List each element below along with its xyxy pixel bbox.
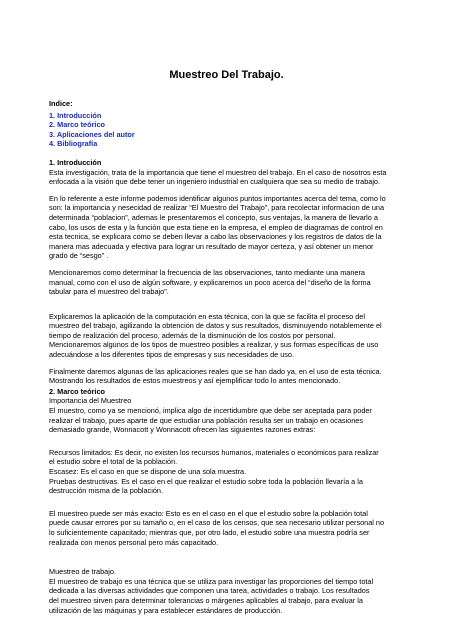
text-line: realizada con menos personal pero más capacitado. — [49, 537, 219, 547]
toc-link-aplicaciones[interactable]: 3. Aplicaciones del autor — [49, 129, 135, 139]
text-line: Recursos limitados: Es decir, no existen los recursos humanos, materiales o económicos para realizar — [49, 447, 379, 457]
toc-heading: Indice: — [49, 99, 73, 108]
text-line: dedicada a las diversas actividades que componen una tarea, actividades o trabajo. Los resultados — [49, 586, 370, 596]
text-line: tabular para el muestreo del trabajo". — [49, 287, 169, 297]
section-heading-introduccion: 1. Introducción — [49, 157, 102, 167]
text-line: Mencionaremos como determinar la frecuencia de las observaciones, tanto mediante una manera — [49, 267, 365, 277]
text-line: esta tecnica, se explicara como se deben llevar a cabo las observaciones y los registros de datos de la — [49, 232, 382, 242]
text-line: puede causar errores por su tamaño o, en el caso de los censos, que sea necesario utilizar personal no — [49, 518, 385, 528]
text-line: muestreo del trabajo, agilizando la obtención de datos y sus resultados, disminuyendo notablemente el — [49, 321, 382, 331]
text-line: El muestreo de trabajo es una técnica que se utiliza para investigar las proporciones del tiempo total — [49, 576, 374, 586]
text-line: En lo referente a este informe podemos identificar algunos puntos importantes acerca del tema, como lo — [49, 193, 386, 203]
text-line: grado de “sesgo” . — [49, 251, 109, 261]
paragraph — [49, 406, 419, 435]
text-line: enfocada a la visión que debe tener un ingeniero industrial en cualquiera que sea su medio de trabajo. — [49, 177, 381, 187]
text-line: demasiado grande, Wonnacott y Wonnacott ofrecen las siguientes razones extras: — [49, 425, 316, 435]
text-line: manual, como con el uso de algún software, y explicaremos un poco acerca del “diseño de la forma — [49, 277, 371, 287]
text-line: Escasez: Es el caso en que se dispone de una sola muestra. — [49, 467, 247, 476]
paragraph — [49, 509, 419, 547]
text-line: Finalmente daremos algunas de las aplicaciones reales que se han dado ya, en el uso de esta técnica. — [49, 366, 382, 376]
text-line: son: la importancia y nesecidad de realizar “El Muestro del Trabajo”, para recolectar informacion de una — [49, 203, 385, 213]
paragraph — [49, 567, 419, 615]
text-line: El muestreo puede ser más exacto: Esto es en el caso en el que el estudio sobre la población total — [49, 508, 368, 518]
text-line: del muestreo sirven para determinar tolerancias o márgenes aplicables al trabajo, para evaluar la — [49, 595, 363, 605]
paragraph — [49, 312, 419, 360]
text-line: determinada “poblacion”, ademas le presentaremos el concepto, sus ventajas, la manera de llevarlo a — [49, 212, 378, 222]
subsection-heading: Importancia del Muestreo — [49, 396, 132, 406]
paragraph — [49, 268, 419, 297]
text-line: Explicaremos la aplicación de la computación en esta técnica, con la que se facilita el proceso del — [49, 311, 365, 321]
text-line: Pruebas destructivas. Es el caso en el que realizar el estudio sobre toda la población llevaría a la — [49, 476, 363, 486]
text-line: el estudio sobre el total de la población. — [49, 457, 178, 467]
toc-link-marco-teorico[interactable]: 2. Marco teórico — [49, 120, 105, 130]
toc-link-bibliografia[interactable]: 4. Bibliografía — [49, 139, 98, 149]
text-line: destrucción misma de la población. — [49, 486, 163, 496]
text-line: Esta investigación, trata de la importancia que tiene el muestreo del trabajo. En el caso de nosotros esta — [49, 167, 387, 177]
text-line: adecuándose a los diferentes tipos de empresas y sus necesidades de uso. — [49, 350, 295, 360]
document-title: Muestreo Del Trabajo. — [169, 69, 284, 81]
text-line: utilización de las máquinas y para establecer estándares de producción. — [49, 605, 283, 615]
paragraph — [49, 448, 419, 496]
text-line: Mencionaremos algunos de los tipos de muestreo posibles a realizar, y sus formas específicas de uso — [49, 340, 379, 350]
paragraph — [49, 168, 419, 187]
text-line: cabo, los usos de esta y la función que esta tiene en la empresa, el empleo de diagramas de control en — [49, 222, 383, 232]
toc-link-introduccion[interactable]: 1. Introducción — [49, 110, 102, 120]
document-body — [49, 99, 419, 622]
paragraph — [49, 367, 419, 386]
section-heading-marco-teorico: 2. Marco teórico — [49, 386, 105, 396]
text-line: realizar el trabajo, pues aparte de que estudiar una población resulta ser un trabajo en ocasiones — [49, 415, 363, 425]
text-line: lo suficientemente capacitado; mientras que, por otro lado, el estudio sobre una muestra podría ser — [49, 527, 370, 537]
text-line: El muestro, como ya se mencionó, implica algo de incertidumbre que debe ser aceptada para poder — [49, 406, 372, 416]
paragraph — [49, 194, 419, 261]
text-line: Mostrando los resultados de estos muestreos y así ejemplificar todo lo antes mencionado. — [49, 376, 341, 386]
text-line: manera mas adecuada y efectiva para lograr un resultado de mayor certeza, y así obtener un menor — [49, 241, 374, 251]
text-line: tiempo de realización del proceso, además de la disminución de los costos por personal. — [49, 330, 336, 340]
paragraph-heading: Muestreo de trabajo. — [49, 567, 116, 577]
table-of-contents — [49, 99, 419, 149]
